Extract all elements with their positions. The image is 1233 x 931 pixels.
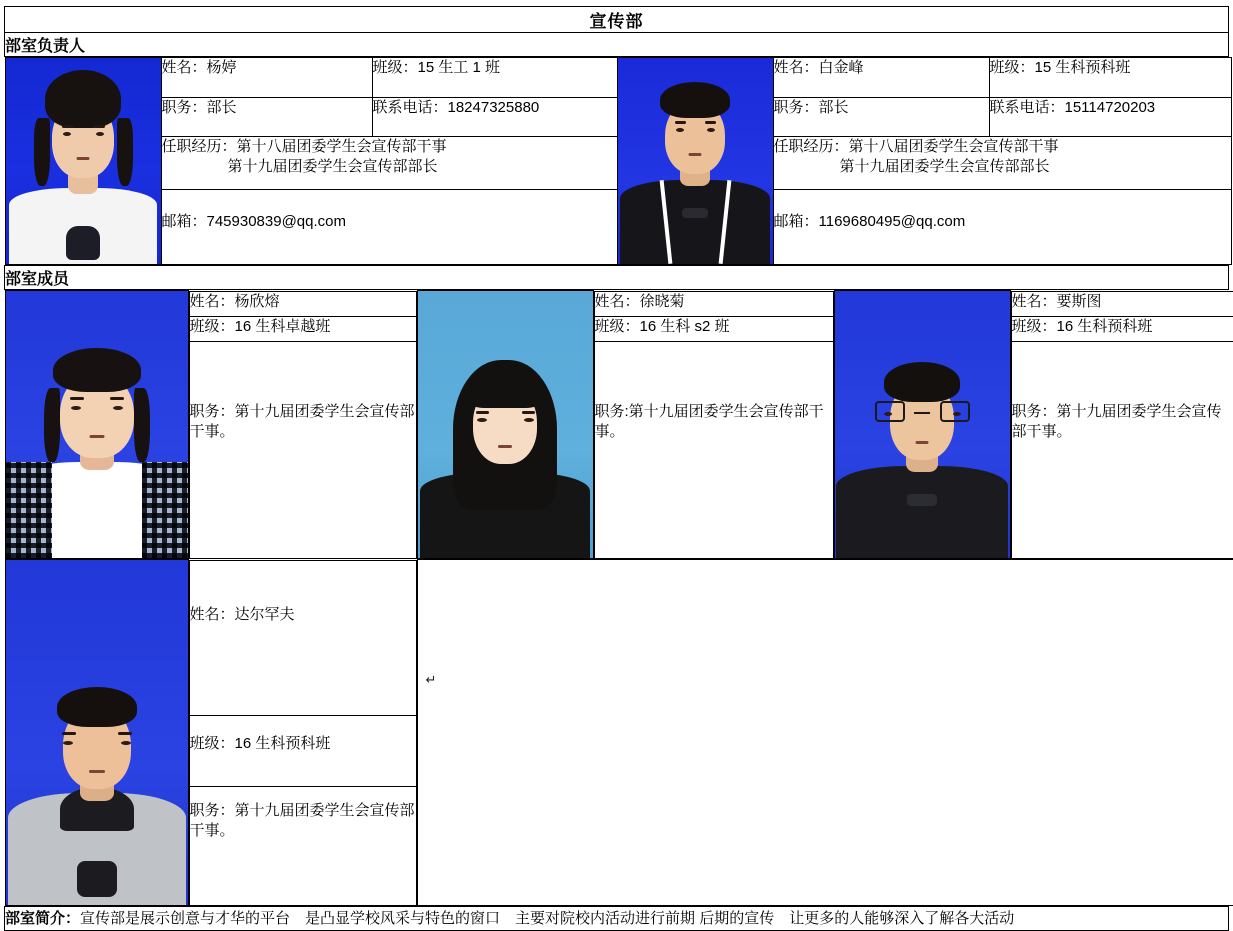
- leader-2-photo: [617, 58, 773, 265]
- member-1-fields: [188, 291, 417, 559]
- member-4-name: 姓名：达尔罕夫: [189, 560, 416, 715]
- intro-label: 部室简介：: [5, 910, 80, 927]
- leader-1-photo: [5, 58, 161, 265]
- photo-female-student-white-tshirt: [6, 58, 161, 264]
- photo-male-student-black-tracksuit: [618, 58, 773, 264]
- member-3-duty: 职务：第十九届团委学生会宣传部干事。: [1011, 341, 1233, 558]
- leaders-content-row: [5, 57, 1229, 266]
- intro-row: [5, 907, 1229, 931]
- members-row-1-table: [5, 290, 1233, 559]
- leader-2-class: 班级：15 生科预科班: [989, 58, 1231, 98]
- leader-2-experience: [773, 137, 1231, 190]
- leader-1-name: 姓名：杨婷: [161, 58, 372, 98]
- member-2-fields: [593, 291, 834, 559]
- leader-1-class: 班级：15 生工 1 班: [372, 58, 618, 98]
- members-section-row: [5, 266, 1229, 290]
- photo-male-student-grey-hoodie: [6, 560, 188, 905]
- members-row-2-table: [5, 559, 1233, 906]
- member-4-fields: [188, 560, 417, 906]
- member-4-duty: 职务：第十九届团委学生会宣传部干事。: [189, 786, 416, 905]
- member-2-class: 班级：16 生科 s2 班: [594, 316, 833, 341]
- members-row-1: [5, 290, 1229, 560]
- leader-2-table: [617, 57, 1232, 265]
- member-3-table: [1011, 291, 1233, 559]
- title-row: [5, 7, 1229, 33]
- leader-1-table: [5, 57, 619, 265]
- leader-2-phone: 联系电话：15114720203: [989, 97, 1231, 137]
- intro-text: 宣传部是展示创意与才华的平台 是凸显学校风采与特色的窗口 主要对院校内活动进行前期 后期的宣传 让更多的人能够深入了解各大活动: [80, 910, 1014, 927]
- member-1-name: 姓名：杨欣熔: [189, 291, 416, 316]
- leader-1-email: 邮箱：745930839@qq.com: [161, 190, 618, 265]
- leader-2-duty: 职务：部长: [773, 97, 989, 137]
- member-3-fields: [1010, 291, 1233, 559]
- member-2-photo: [417, 291, 593, 559]
- leader-block-1: [5, 57, 617, 266]
- member-1-photo: [5, 291, 188, 559]
- member-4-class: 班级：16 生科预科班: [189, 715, 416, 786]
- leader-1-experience-line2: 第十九届团委学生会宣传部部长: [162, 157, 618, 177]
- leader-1-experience: [161, 137, 618, 190]
- member-1-duty: 职务：第十九届团委学生会宣传部干事。: [189, 341, 416, 558]
- member-4-photo: [5, 560, 188, 906]
- section-heading-members: 部室成员: [5, 266, 1229, 290]
- member-3-class: 班级：16 生科预科班: [1011, 316, 1233, 341]
- member-1-class: 班级：16 生科卓越班: [189, 316, 416, 341]
- member-2-table: [594, 291, 834, 559]
- leader-2-name: 姓名：白金峰: [773, 58, 989, 98]
- leader-2-experience-line1: 任职经历：第十八届团委学生会宣传部干事: [774, 138, 1059, 155]
- photo-female-student-long-hair-black-top: [418, 291, 593, 558]
- photo-male-student-glasses-black-jacket: [835, 291, 1010, 558]
- empty-cell: [417, 560, 1233, 906]
- page-title: 宣传部: [5, 7, 1229, 33]
- department-table: [4, 6, 1229, 931]
- photo-female-student-checked-shirt: [6, 291, 188, 558]
- member-3-name: 姓名：要斯图: [1011, 291, 1233, 316]
- leader-2-email: 邮箱：1169680495@qq.com: [773, 190, 1231, 265]
- leader-2-experience-line2: 第十九届团委学生会宣传部部长: [774, 157, 1231, 177]
- section-heading-leaders: 部室负责人: [5, 33, 1229, 57]
- leader-1-experience-line1: 任职经历：第十八届团委学生会宣传部干事: [162, 138, 447, 155]
- member-4-table: [189, 560, 417, 906]
- leader-1-phone: 联系电话：18247325880: [372, 97, 618, 137]
- leaders-section-row: [5, 33, 1229, 57]
- paragraph-mark: ↵: [418, 560, 1233, 688]
- member-1-table: [189, 291, 417, 559]
- member-2-duty: 职务:第十九届团委学生会宣传部干事。: [594, 341, 833, 558]
- member-3-photo: [834, 291, 1010, 559]
- leader-block-2: [617, 57, 1229, 266]
- department-intro: [5, 907, 1229, 931]
- member-2-name: 姓名：徐晓菊: [594, 291, 833, 316]
- members-row-2: [5, 559, 1229, 907]
- leader-1-duty: 职务：部长: [161, 97, 372, 137]
